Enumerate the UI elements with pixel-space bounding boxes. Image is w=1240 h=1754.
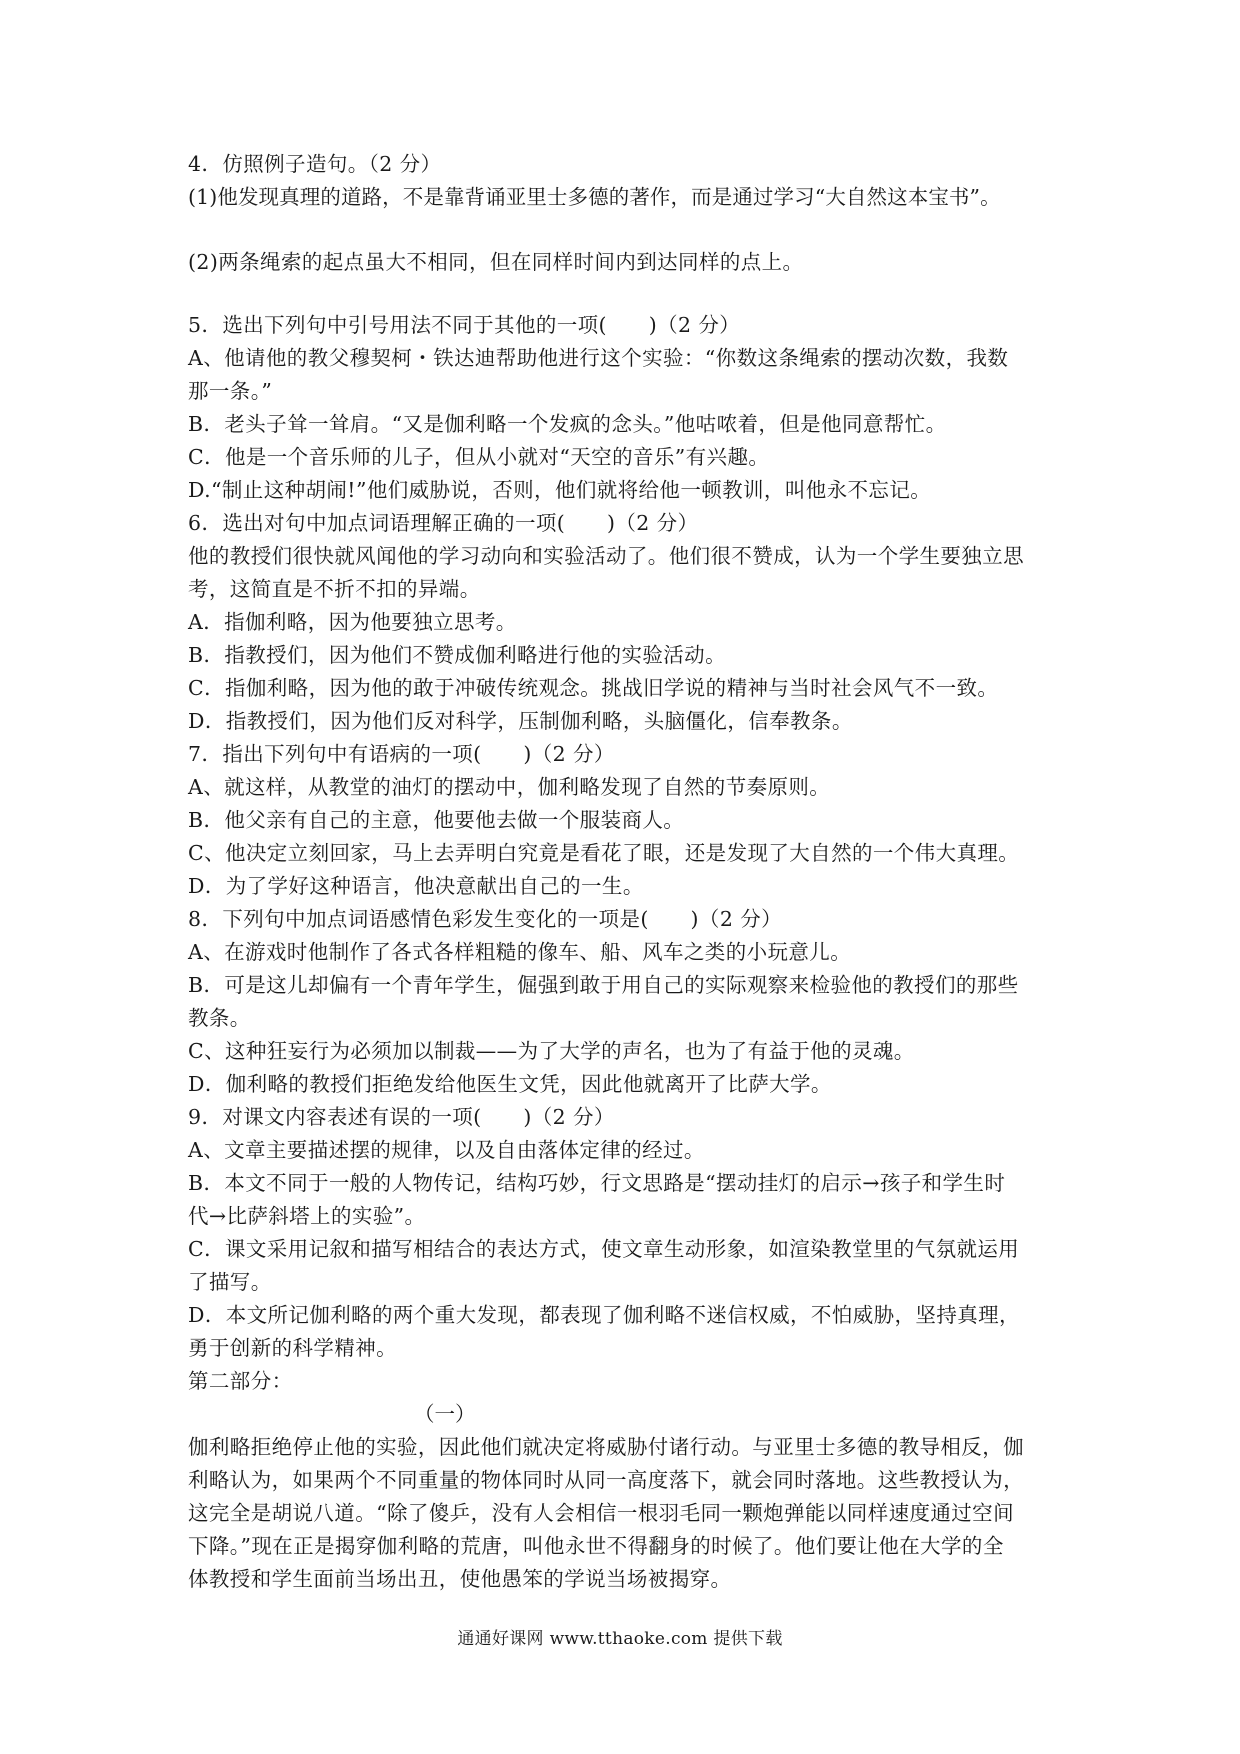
question-9	[188, 1101, 1060, 1365]
option-line: C、这种狂妄行为必须加以制裁——为了大学的声名，也为了有益于他的灵魂。	[188, 1039, 915, 1063]
part-label: 第二部分：	[188, 1369, 293, 1393]
option-line: B．可是这儿却偏有一个青年学生，倔强到敢于用自己的实际观察来检验他的教授们的那些	[188, 973, 1019, 997]
option-line: D．伽利略的教授们拒绝发给他医生文凭，因此他就离开了比萨大学。	[188, 1072, 832, 1096]
reading-passage-line: 利略认为，如果两个不同重量的物体同时从同一高度落下，就会同时落地。这些教授认为，	[188, 1468, 1024, 1492]
answer-blank	[188, 279, 1060, 309]
example-sentence: (2)两条绳索的起点虽大不相同，但在同样时间内到达同样的点上。	[188, 250, 804, 274]
reading-passage-line: 这完全是胡说八道。“除了傻乒，没有人会相信一根羽毛同一颗炮弹能以同样速度通过空间	[188, 1501, 1014, 1525]
option-line: B．本文不同于一般的人物传记，结构巧妙，行文思路是“摆动挂灯的启示→孩子和学生时	[188, 1171, 1006, 1195]
question-heading: 9．对课文内容表述有误的一项( )（2 分）	[188, 1105, 615, 1129]
question-8	[188, 903, 1060, 1101]
option-line: C．课文采用记叙和描写相结合的表达方式，使文章生动形象，如渲染教堂里的气氛就运用	[188, 1237, 1020, 1261]
page-footer: 通通好课网 www.tthaoke.com 提供下载	[457, 1629, 783, 1649]
option-line: B．他父亲有自己的主意，他要他去做一个服装商人。	[188, 808, 685, 832]
section-title: （一）	[414, 1402, 476, 1426]
option-line: D．本文所记伽利略的两个重大发现，都表现了伽利略不迷信权威，不怕威胁，坚持真理，	[188, 1303, 1020, 1327]
option-line: A．指伽利略，因为他要独立思考。	[188, 610, 517, 634]
option-line: 了描写。	[188, 1270, 272, 1294]
question-7	[188, 738, 1060, 903]
question-heading: 4．仿照例子造句。（2 分）	[188, 152, 442, 176]
quoted-passage-line: 考，这简直是不折不扣的异端。	[188, 577, 481, 601]
option-line: D．指教授们，因为他们反对科学，压制伽利略，头脑僵化，信奉教条。	[188, 709, 853, 733]
option-line: 勇于创新的科学精神。	[188, 1336, 397, 1360]
option-line: C．指伽利略，因为他的敢于冲破传统观念。挑战旧学说的精神与当时社会风气不一致。	[188, 676, 999, 700]
option-line: A、文章主要描述摆的规律，以及自由落体定律的经过。	[188, 1138, 705, 1162]
question-heading: 7．指出下列句中有语病的一项( )（2 分）	[188, 742, 615, 766]
option-line: D．为了学好这种语言，他决意献出自己的一生。	[188, 874, 644, 898]
worksheet-page	[188, 148, 1060, 1596]
reading-passage-line: 下降。”现在正是揭穿伽利略的荒唐，叫他永世不得翻身的时候了。他们要让他在大学的全	[188, 1534, 1004, 1558]
option-line: 教条。	[188, 1006, 251, 1030]
answer-blank	[188, 214, 1060, 246]
reading-passage-line: 体教授和学生面前当场出丑，使他愚笨的学说当场被揭穿。	[188, 1567, 732, 1591]
question-heading: 8．下列句中加点词语感情色彩发生变化的一项是( )（2 分）	[188, 907, 782, 931]
question-4	[188, 148, 1060, 309]
option-line: A、在游戏时他制作了各式各样粗糙的像车、船、风车之类的小玩意儿。	[188, 940, 852, 964]
option-line: B．指教授们，因为他们不赞成伽利略进行他的实验活动。	[188, 643, 726, 667]
question-heading: 6．选出对句中加点词语理解正确的一项( )（2 分）	[188, 511, 699, 535]
option-line: D.“制止这种胡闹!”他们威胁说，否则，他们就将给他一顿教训，叫他永不忘记。	[188, 478, 932, 502]
example-sentence: (1)他发现真理的道路，不是靠背诵亚里士多德的著作，而是通过学习“大自然这本宝书”。	[188, 185, 1001, 209]
option-line: 那一条。”	[188, 379, 273, 403]
quoted-passage-line: 他的教授们很快就风闻他的学习动向和实验活动了。他们很不赞成，认为一个学生要独立思	[188, 544, 1024, 568]
option-line: 代→比萨斜塔上的实验”。	[188, 1204, 426, 1228]
reading-passage-line: 伽利略拒绝停止他的实验，因此他们就决定将威胁付诸行动。与亚里士多德的教导相反，伽	[188, 1435, 1024, 1459]
part-two	[188, 1365, 1060, 1596]
question-5	[188, 309, 1060, 507]
option-line: B．老头子耸一耸肩。“又是伽利略一个发疯的念头。”他咕哝着，但是他同意帮忙。	[188, 412, 947, 436]
question-heading: 5．选出下列句中引号用法不同于其他的一项( )（2 分）	[188, 313, 741, 337]
option-line: A、他请他的教父穆契柯・铁达迪帮助他进行这个实验：“你数这条绳索的摆动次数，我数	[188, 346, 1009, 370]
option-line: C、他决定立刻回家，马上去弄明白究竟是看花了眼，还是发现了大自然的一个伟大真理。	[188, 841, 1020, 865]
question-6	[188, 507, 1060, 738]
option-line: C．他是一个音乐师的儿子，但从小就对“天空的音乐”有兴趣。	[188, 445, 770, 469]
option-line: A、就这样，从教堂的油灯的摆动中，伽利略发现了自然的节奏原则。	[188, 775, 831, 799]
